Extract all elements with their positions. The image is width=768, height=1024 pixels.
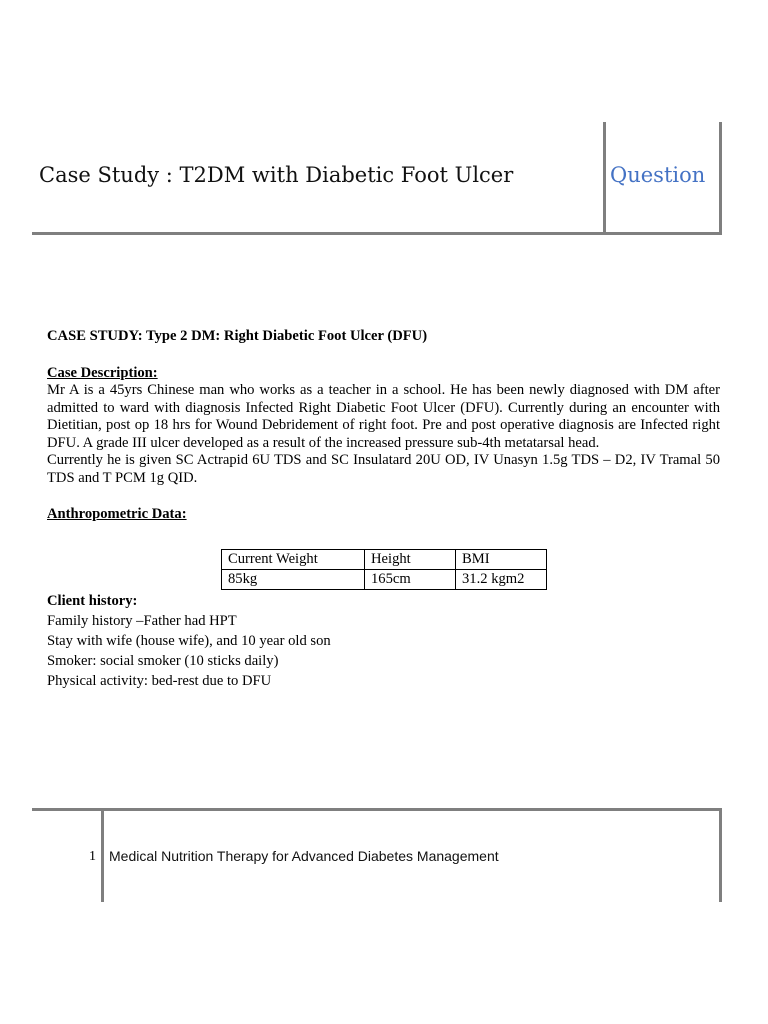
list-item: Family history –Father had HPT xyxy=(47,613,237,629)
table-cell: 165cm xyxy=(365,570,456,590)
list-item: Stay with wife (house wife), and 10 year old son xyxy=(47,633,331,649)
footer-divider-right xyxy=(719,808,722,902)
question-label: Question xyxy=(610,163,706,187)
header-divider-left xyxy=(603,122,606,234)
header-rule xyxy=(32,232,722,235)
case-content xyxy=(47,328,720,524)
page-title: Case Study : T2DM with Diabetic Foot Ulcer xyxy=(39,163,514,187)
header-divider-right xyxy=(719,122,722,234)
footer-text: Medical Nutrition Therapy for Advanced Diabetes Management xyxy=(109,848,499,864)
footer-divider-left xyxy=(101,808,104,902)
footer-rule xyxy=(32,808,722,811)
table-row xyxy=(222,570,547,590)
table-header-cell: Height xyxy=(365,550,456,570)
table-header-cell: Current Weight xyxy=(222,550,365,570)
list-item: Physical activity: bed-rest due to DFU xyxy=(47,673,272,689)
case-study-heading: CASE STUDY: Type 2 DM: Right Diabetic Foot Ulcer (DFU) xyxy=(47,328,428,344)
client-history xyxy=(47,591,331,691)
anthropometric-table xyxy=(221,549,547,590)
list-item: Smoker: social smoker (10 sticks daily) xyxy=(47,653,279,669)
table-header-cell: BMI xyxy=(456,550,547,570)
page-number: 1 xyxy=(89,849,96,864)
table-cell: 31.2 kgm2 xyxy=(456,570,547,590)
anthropometric-heading: Anthropometric Data: xyxy=(47,506,187,522)
client-history-heading: Client history: xyxy=(47,593,138,609)
case-description-paragraph: Mr A is a 45yrs Chinese man who works as a teacher in a school. He has been newly diagnosed with DM after admitted to ward with diagnosis Infected Right Diabetic Foot Ulcer (DFU). Currently during an encounter with Dietitian, post op 18 hrs for Wound Debridement of right foot. Pre and post operative diagnosis are Infected right DFU. A grade III ulcer developed as a result of the increased pressure sub-4th metatarsal head. xyxy=(47,382,720,451)
medication-paragraph: Currently he is given SC Actrapid 6U TDS and SC Insulatard 20U OD, IV Unasyn 1.5g TDS – D2, IV Tramal 50 TDS and T PCM 1g QID. xyxy=(47,452,720,486)
case-description-heading: Case Description: xyxy=(47,364,158,381)
table-cell: 85kg xyxy=(222,570,365,590)
table-header-row xyxy=(222,550,547,570)
